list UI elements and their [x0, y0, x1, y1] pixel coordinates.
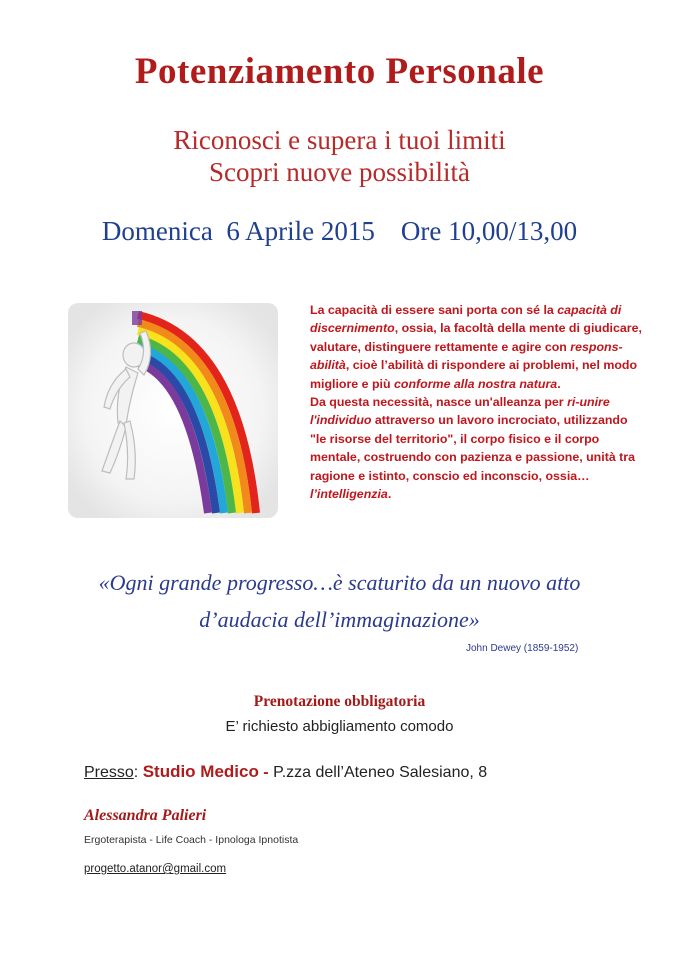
- subtitle-line-1: Riconosci e supera i tuoi limiti: [173, 125, 506, 155]
- description-paragraph: [310, 301, 642, 503]
- event-datetime: [0, 216, 679, 247]
- location-label: Presso: [84, 764, 134, 781]
- booking-required: Prenotazione obbligatoria: [253, 693, 426, 710]
- quote-author: John Dewey (1859-1952): [466, 643, 579, 654]
- rainbow-painting-illustration: [68, 303, 278, 518]
- location-address: P.zza dell’Ateneo Salesiano, 8: [273, 764, 488, 781]
- location-line: Presso: Studio Medico - P.zza dell’Ateneo Salesiano, 8: [84, 762, 488, 781]
- subtitle-line-2: Scopri nuove possibilità: [209, 157, 470, 187]
- poster-title: Potenziamento Personale: [134, 51, 545, 92]
- event-date: Domenica 6 Aprile 2015: [101, 216, 375, 246]
- description-part-1: La capacità di essere sani porta con sé la capacità di discernimento, ossia, la facoltà della mente di giudicare, valutare, distinguere rettamente e agire con respons-abilità, cioè l’abilità di rispondere ai problemi, nel modo migliore e più conforme alla nostra natura.: [310, 303, 642, 391]
- description-part-2: Da questa necessità, nasce un'alleanza per ri-unire l'individuo attraverso un lavoro incrociato, utilizzando "le risorse del territorio", il corpo fisico e il corpo mentale, costruendo con pazienza e passione, unità tra ragione e istinto, conscio ed inconscio, ossia…l’intelligenzia.: [310, 395, 635, 502]
- contact-email-link[interactable]: progetto.atanor@gmail.com: [84, 863, 227, 875]
- contact-role: Ergoterapista - Life Coach - Ipnologa Ipnotista: [84, 834, 299, 846]
- dress-code: E’ richiesto abbigliamento comodo: [225, 718, 454, 735]
- quote: [0, 564, 679, 638]
- event-time: Ore 10,00/13,00: [400, 216, 578, 246]
- location-place: Studio Medico: [142, 762, 259, 781]
- quote-line-1: «Ogni grande progresso…è scaturito da un nuovo atto: [98, 570, 581, 595]
- rainbow-painting-figure-image: [68, 303, 278, 518]
- contact-name: Alessandra Palieri: [84, 807, 207, 824]
- quote-line-2: d’audacia dell’immaginazione»: [199, 607, 480, 632]
